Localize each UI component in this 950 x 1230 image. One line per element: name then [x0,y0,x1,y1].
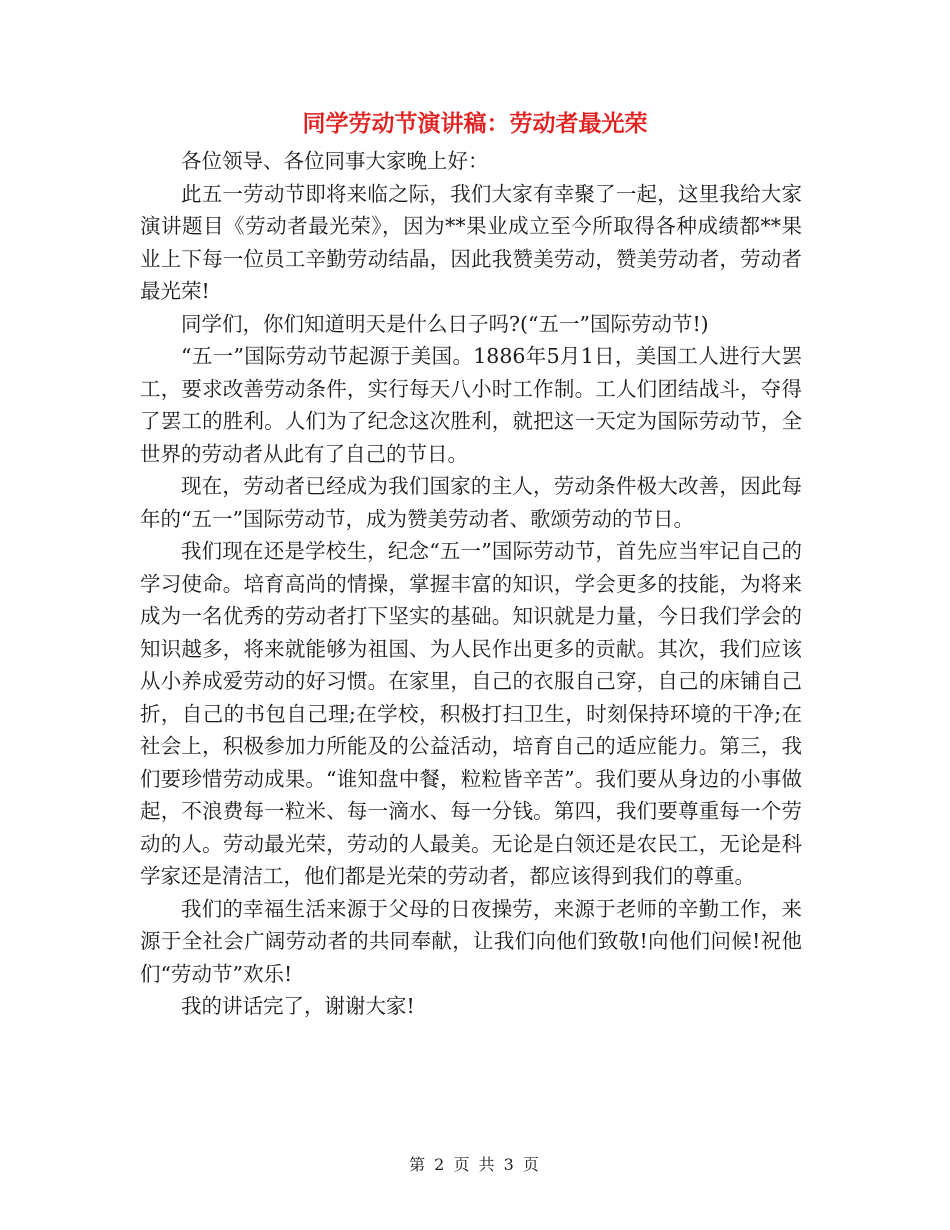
paragraph-present: 现在，劳动者已经成为我们国家的主人，劳动条件极大改善，因此每年的“五一”国际劳动节，成为赞美劳动者、歌颂劳动的节日。 [140,474,802,531]
paragraph-greeting: 各位领导、各位同事大家晚上好： [181,149,489,173]
paragraph-closing: 我的讲话完了，谢谢大家! [181,994,415,1018]
page-number-footer: 第 2 页 共 3 页 [409,1155,541,1174]
paragraph-gratitude: 我们的幸福生活来源于父母的日夜操劳，来源于老师的辛勤工作，来源于全社会广阔劳动者的共同奉献，让我们向他们致敬!向他们问候!祝他们“劳动节”欢乐! [140,896,802,986]
paragraph-history: “五一”国际劳动节起源于美国。1886年5月1日，美国工人进行大罢工，要求改善劳动条件，实行每天八小时工作制。工人们团结战斗，夺得了罢工的胜利。人们为了纪念这次胜利，就把这一天定为国际劳动节，全世界的劳动者从此有了自己的节日。 [140,344,802,466]
paragraph-question: 同学们，你们知道明天是什么日子吗?(“五一”国际劳动节!) [181,311,709,336]
paragraph-duties: 我们现在还是学校生，纪念“五一”国际劳动节，首先应当牢记自己的学习使命。培育高尚的情操，掌握丰富的知识，学会更多的技能，为将来成为一名优秀的劳动者打下坚实的基础。知识就是力量，今日我们学会的知识越多，将来就能够为祖国、为人民作出更多的贡献。其次，我们应该从小养成爱劳动的好习惯。在家里，自己的衣服自己穿，自己的床铺自己折，自己的书包自己理;在学校，积极打扫卫生，时刻保持环境的干净;在社会上，积极参加力所能及的公益活动，培育自己的适应能力。第三，我们要珍惜劳动成果。“谁知盘中餐，粒粒皆辛苦”。我们要从身边的小事做起，不浪费每一粒米、每一滴水、每一分钱。第四，我们要尊重每一个劳动的人。劳动最光荣，劳动的人最美。无论是白领还是农民工，无论是科学家还是清洁工，他们都是光荣的劳动者，都应该得到我们的尊重。 [140,539,802,888]
paragraph-intro: 此五一劳动节即将来临之际，我们大家有幸聚了一起，这里我给大家演讲题目《劳动者最光荣》，因为**果业成立至今所取得各种成绩都**果业上下每一位员工辛勤劳动结晶，因此我赞美劳动，赞美劳动者，劳动者最光荣! [140,181,802,303]
document-body [140,145,802,1023]
document-title: 同学劳动节演讲稿：劳动者最光荣 [302,111,648,137]
